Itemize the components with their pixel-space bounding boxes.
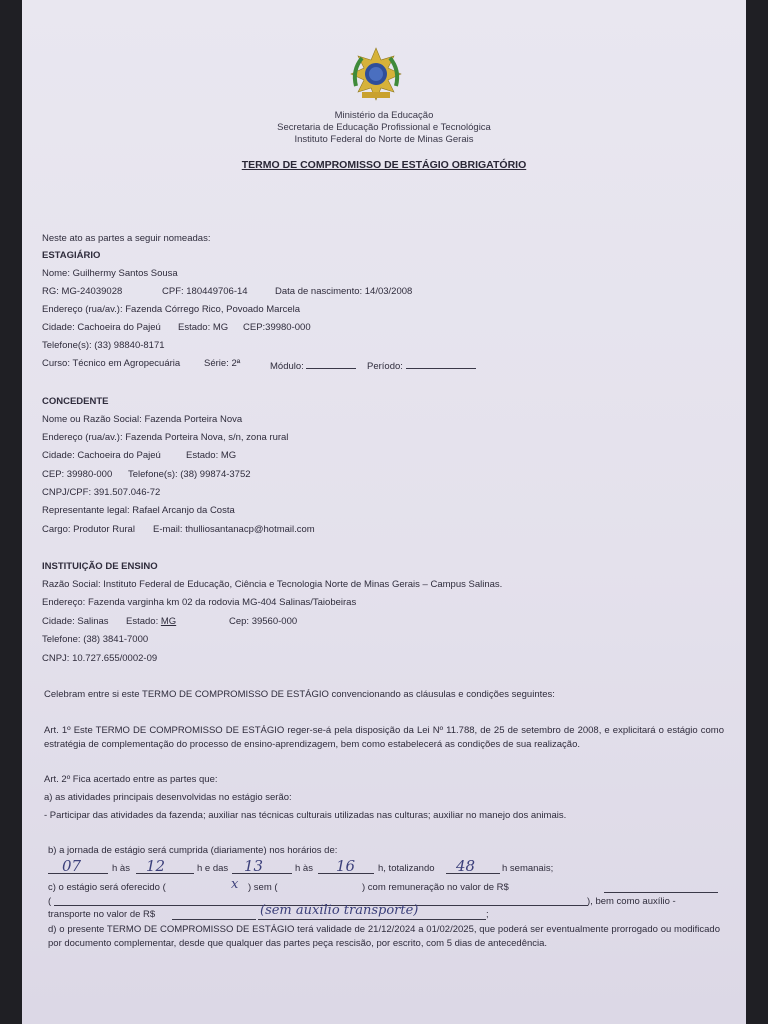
- concedente-email: E-mail: thulliosantanacp@hotmail.com: [153, 524, 315, 535]
- estagiario-curso: Curso: Técnico em Agropecuária: [42, 358, 181, 369]
- total-weekly-hours: 48: [456, 857, 476, 875]
- hour-end-morning: 12: [146, 857, 166, 875]
- estagiario-rg: RG: MG-24039028: [42, 286, 123, 297]
- semanais-label: h semanais;: [502, 863, 554, 874]
- estagiario-nascimento: Data de nascimento: 14/03/2008: [275, 286, 413, 297]
- article-2-c-part3: ) com remuneração no valor de R$: [362, 882, 509, 893]
- ministry-line: Ministério da Educação: [334, 110, 434, 121]
- estagiario-serie: Série: 2ª: [204, 358, 241, 369]
- remuneracao-value-line: [604, 892, 718, 893]
- estagiario-endereco: Endereço (rua/av.): Fazenda Córrego Rico, Povoado Marcela: [42, 304, 301, 315]
- auxilio-handwritten: (sem auxilio transporte): [260, 903, 419, 918]
- article-2-c-line2-end: ), bem como auxílio -: [587, 896, 676, 907]
- document-page: [22, 0, 746, 1024]
- instituicao-razao: Razão Social: Instituto Federal de Educação, Ciência e Tecnologia Norte de Minas Gerais – Campus Salinas.: [42, 579, 503, 590]
- article-2-c-end: ;: [486, 909, 489, 920]
- estagiario-estado: Estado: MG: [178, 322, 229, 333]
- auxilio-value-line: [172, 919, 256, 920]
- article-2-c-part2: ) sem (: [248, 882, 278, 893]
- intro-text: Neste ato as partes a seguir nomeadas:: [42, 233, 211, 244]
- estagiario-cep: CEP:39980-000: [243, 322, 311, 333]
- estagiario-nome: Nome: Guilhermy Santos Sousa: [42, 268, 178, 279]
- instituicao-endereco: Endereço: Fazenda varginha km 02 da rodovia MG-404 Salinas/Taiobeiras: [42, 597, 357, 608]
- as-label-1: h às: [112, 863, 130, 874]
- edas-label: h e das: [197, 863, 229, 874]
- instituicao-telefone: Telefone: (38) 3841-7000: [42, 634, 149, 645]
- celebram-text: Celebram entre si este TERMO DE COMPROMISSO DE ESTÁGIO convencionando as cláusulas e condições seguintes:: [44, 689, 555, 700]
- article-2-c-line3: transporte no valor de R$: [48, 909, 156, 920]
- estagiario-cpf: CPF: 180449706-14: [162, 286, 248, 297]
- estagiario-modulo: [270, 358, 356, 372]
- document-title: TERMO DE COMPROMISSO DE ESTÁGIO OBRIGATÓRIO: [241, 159, 527, 171]
- concedente-estado: Estado: MG: [186, 450, 237, 461]
- estagiario-heading: ESTAGIÁRIO: [42, 250, 101, 261]
- modulo-blank: [306, 358, 356, 369]
- concedente-endereco: Endereço (rua/av.): Fazenda Porteira Nova, s/n, zona rural: [42, 432, 289, 443]
- open-paren: (: [48, 896, 52, 907]
- article-2-a: a) as atividades principais desenvolvidas no estágio serão:: [44, 792, 292, 803]
- periodo-blank: [406, 358, 476, 369]
- concedente-heading: CONCEDENTE: [42, 396, 109, 407]
- estagiario-periodo: [367, 358, 476, 372]
- scan-border-left: [0, 0, 22, 1024]
- institute-line: Instituto Federal do Norte de Minas Gerais: [294, 134, 474, 145]
- article-1: Art. 1º Este TERMO DE COMPROMISSO DE ESTÁGIO reger-se-á pela disposição da Lei Nº 11.788, de 25 de setembro de 2008, e explicitará o estágio como estratégia de complementação do processo de ensino-aprendizagem, bem como estabelecerá as condições de sua realização.: [44, 725, 724, 750]
- estagiario-cidade: Cidade: Cachoeira do Pajeú: [42, 322, 161, 333]
- totalizando-label: h, totalizando: [378, 863, 435, 874]
- article-2-b: b) a jornada de estágio será cumprida (diariamente) nos horários de:: [48, 845, 338, 856]
- instituicao-cidade: Cidade: Salinas: [42, 616, 109, 627]
- instituicao-cnpj: CNPJ: 10.727.655/0002-09: [42, 653, 158, 664]
- article-2-c-part1: c) o estágio será oferecido (: [48, 882, 166, 893]
- estado-value: MG: [160, 616, 177, 627]
- article-2-d: d) o presente TERMO DE COMPROMISSO DE ESTÁGIO terá validade de 21/12/2024 a 01/02/2025, que poderá ser eventualmente prorrogado ou modificado por documento complementar, desde que qualquer das partes peça rescisão, por escrito, com 5 dias de antecedência.: [48, 924, 720, 949]
- estado-label: Estado:: [126, 616, 159, 627]
- secretariat-line: Secretaria de Educação Profissional e Tecnológica: [277, 122, 491, 133]
- concedente-nome: Nome ou Razão Social: Fazenda Porteira Nova: [42, 414, 243, 425]
- brazil-coat-of-arms-emblem: [348, 46, 404, 102]
- concedente-representante: Representante legal: Rafael Arcanjo da Costa: [42, 505, 235, 516]
- instituicao-estado: [126, 616, 176, 627]
- concedente-cnpj: CNPJ/CPF: 391.507.046-72: [42, 487, 161, 498]
- sem-remuneracao-mark: x: [231, 877, 239, 892]
- concedente-cep: CEP: 39980-000: [42, 469, 113, 480]
- estagiario-telefone: Telefone(s): (33) 98840-8171: [42, 340, 165, 351]
- hour-end-afternoon: 16: [336, 857, 356, 875]
- scan-border-right: [746, 0, 768, 1024]
- auxilio-extenso-line: [258, 919, 486, 920]
- hour-start-morning: 07: [62, 857, 82, 875]
- concedente-cidade: Cidade: Cachoeira do Pajeú: [42, 450, 161, 461]
- instituicao-cep: Cep: 39560-000: [229, 616, 298, 627]
- modulo-label: Módulo:: [270, 361, 304, 372]
- article-2-a-detail: - Participar das atividades da fazenda; auxiliar nas técnicas culturais utilizadas nas culturas; auxiliar no manejo dos animais.: [44, 810, 567, 821]
- hour-start-afternoon: 13: [244, 857, 264, 875]
- article-2-intro: Art. 2º Fica acertado entre as partes que:: [44, 774, 218, 785]
- as-label-2: h às: [295, 863, 313, 874]
- concedente-telefone: Telefone(s): (38) 99874-3752: [128, 469, 251, 480]
- concedente-cargo: Cargo: Produtor Rural: [42, 524, 135, 535]
- instituicao-heading: INSTITUIÇÃO DE ENSINO: [42, 561, 158, 572]
- periodo-label: Período:: [367, 361, 403, 372]
